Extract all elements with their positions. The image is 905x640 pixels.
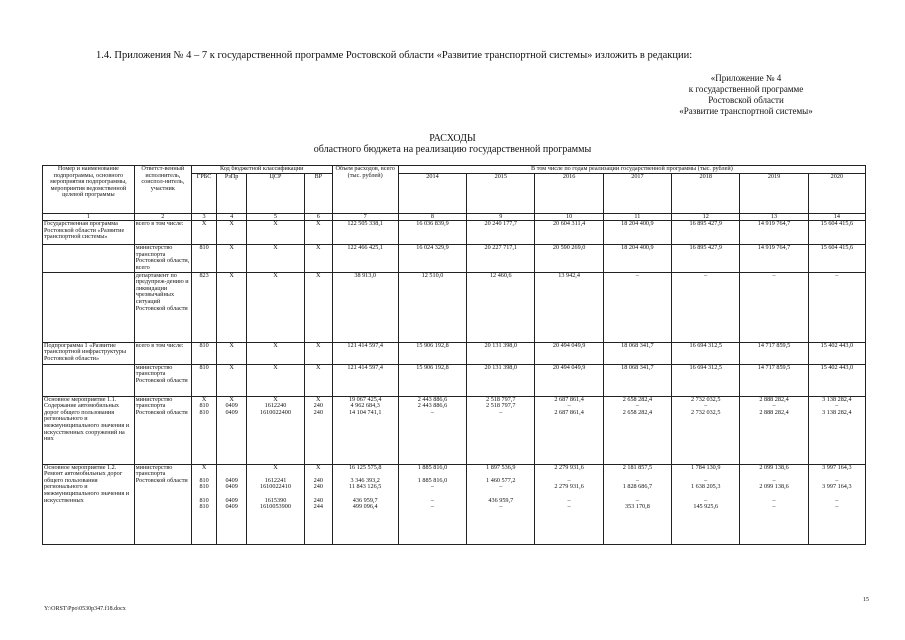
table-row	[43, 245, 866, 272]
cell-vr: X	[305, 272, 333, 342]
cell-volume: 16 125 575,8 3 346 393,2 11 843 126,5 436 959,7 499 096,4	[332, 464, 398, 544]
header-year: 2015	[467, 173, 535, 213]
col-num: 6	[305, 213, 333, 221]
cell-rzpr: X	[217, 221, 247, 245]
table-row	[43, 342, 866, 364]
cell-year-value: 15 402 443,0	[808, 342, 865, 364]
cell-year-value: 16 036 839,9	[398, 221, 466, 245]
document-title	[0, 133, 905, 155]
cell-name	[43, 245, 135, 272]
header-year: 2019	[740, 173, 808, 213]
cell-vr: X 240 240	[305, 396, 333, 464]
cell-year-value: 12 460,6	[467, 272, 535, 342]
cell-csr: X	[246, 245, 304, 272]
cell-volume: 121 414 597,4	[332, 342, 398, 364]
col-num: 12	[672, 213, 740, 221]
cell-year-value: 14 717 859,5	[740, 342, 808, 364]
table-row	[43, 221, 866, 245]
header-grbs: ГРБС	[191, 173, 216, 213]
header-csr: ЦСР	[246, 173, 304, 213]
cell-vr: X	[305, 245, 333, 272]
header-name: Номер и наименование подпрограммы, основного мероприятия подпрограммы, мероприятия ведомственной целевой программы	[43, 166, 135, 214]
header-year: 2020	[808, 173, 865, 213]
cell-year-value: 20 131 398,0	[467, 342, 535, 364]
cell-year-value: 20 131 398,0	[467, 364, 535, 396]
table-row	[43, 396, 866, 464]
intro-text: 1.4. Приложения № 4 – 7 к государственной программе Ростовской области «Развитие транспортной системы» изложить в редакции:	[96, 50, 693, 61]
col-num: 3	[191, 213, 216, 221]
cell-year-value: 3 997 164,3 – 3 997 164,3 – –	[808, 464, 865, 544]
cell-year-value: 20 227 717,1	[467, 245, 535, 272]
cell-name	[43, 272, 135, 342]
cell-volume: 19 067 425,4 4 962 684,3 14 104 741,1	[332, 396, 398, 464]
cell-year-value: 18 068 341,7	[603, 342, 671, 364]
col-num: 4	[217, 213, 247, 221]
cell-name: Подпрограмма 1 «Развитие транспортной инфраструктуры Ростовской области»	[43, 342, 135, 364]
cell-year-value: 16 895 427,9	[672, 245, 740, 272]
cell-year-value: –	[740, 272, 808, 342]
cell-year-value: 16 895 427,9	[672, 221, 740, 245]
subtitle: областного бюджета на реализацию государственной программы	[313, 144, 592, 155]
cell-volume: 122 505 338,1	[332, 221, 398, 245]
cell-vr: X	[305, 221, 333, 245]
cell-year-value: 16 694 312,5	[672, 342, 740, 364]
cell-volume: 121 414 597,4	[332, 364, 398, 396]
cell-year-value: 2 888 282,4 – 2 888 282,4	[740, 396, 808, 464]
appendix-line: Ростовской области	[708, 95, 784, 105]
cell-rzpr: X	[217, 364, 247, 396]
cell-csr: X 1612240 1610022400	[246, 396, 304, 464]
header-responsible: Ответст-венный исполнитель, соиспол-нитель, участник	[134, 166, 191, 214]
cell-year-value: 20 590 269,0	[535, 245, 603, 272]
cell-rzpr: X	[217, 245, 247, 272]
page-number: 15	[863, 597, 869, 603]
appendix-line: к государственной программе	[688, 84, 804, 94]
expenses-table	[42, 165, 866, 545]
cell-year-value: 12 510,0	[398, 272, 466, 342]
table-row	[43, 364, 866, 396]
cell-year-value: –	[603, 272, 671, 342]
cell-year-value: 1 897 536,9 1 460 577,2 – 436 959,7 –	[467, 464, 535, 544]
col-num: 2	[134, 213, 191, 221]
cell-year-value: 20 494 049,9	[535, 364, 603, 396]
cell-resp: министерство транспорта Ростовской области	[134, 364, 191, 396]
cell-year-value: 20 240 177,7	[467, 221, 535, 245]
cell-rzpr: X 0409 0409	[217, 396, 247, 464]
cell-resp: департамент по предупреж-дению и ликвидации чрезвычайных ситуаций Ростовской области	[134, 272, 191, 342]
cell-year-value: 18 204 400,9	[603, 245, 671, 272]
header-rzpr: РзПр	[217, 173, 247, 213]
cell-year-value: 2 099 138,6 – 2 099 138,6 – –	[740, 464, 808, 544]
cell-year-value: –	[808, 272, 865, 342]
file-path-footer: Y:\ORST\Ppo\0530p347.f18.docx	[44, 606, 126, 612]
cell-grbs: 810	[191, 364, 216, 396]
cell-year-value: 3 138 282,4 – 3 138 282,4	[808, 396, 865, 464]
cell-name: Основное мероприятие 1.2. Ремонт автомобильных дорог общего пользования регионального и межмуниципального значения и искусственных	[43, 464, 135, 544]
appendix-header	[631, 73, 861, 117]
cell-resp: министерство транспорта Ростовской области	[134, 464, 191, 544]
col-num: 8	[398, 213, 466, 221]
table-row	[43, 464, 866, 544]
header-kbk: Код бюджетной классификации	[191, 166, 332, 174]
cell-year-value: 15 906 192,8	[398, 364, 466, 396]
cell-csr: X	[246, 272, 304, 342]
cell-resp: всего в том числе:	[134, 342, 191, 364]
header-year: 2018	[672, 173, 740, 213]
cell-year-value: 16 024 329,9	[398, 245, 466, 272]
cell-volume: 38 913,0	[332, 272, 398, 342]
header-year: 2016	[535, 173, 603, 213]
cell-year-value: 15 604 415,6	[808, 221, 865, 245]
cell-grbs: 823	[191, 272, 216, 342]
cell-year-value: 15 604 415,6	[808, 245, 865, 272]
cell-csr: X	[246, 221, 304, 245]
cell-grbs: 810	[191, 245, 216, 272]
header-year: 2017	[603, 173, 671, 213]
cell-year-value: –	[672, 272, 740, 342]
cell-grbs: X 810 810	[191, 396, 216, 464]
header-vr: ВР	[305, 173, 333, 213]
cell-year-value: 2 658 282,4 – 2 658 282,4	[603, 396, 671, 464]
cell-rzpr: X	[217, 272, 247, 342]
cell-year-value: 20 494 049,9	[535, 342, 603, 364]
col-num: 9	[467, 213, 535, 221]
table-row	[43, 272, 866, 342]
cell-year-value: 20 604 311,4	[535, 221, 603, 245]
cell-rzpr: 0409 0409 0409 0409	[217, 464, 247, 544]
cell-year-value: 1 784 130,9 – 1 638 205,3 – 145 925,6	[672, 464, 740, 544]
col-num: 7	[332, 213, 398, 221]
col-num: 5	[246, 213, 304, 221]
cell-year-value: 2 181 857,5 – 1 828 686,7 – 353 170,8	[603, 464, 671, 544]
header-years-group: В том числе по годам реализации государственной программы (тыс. рублей)	[398, 166, 865, 174]
cell-year-value: 15 402 443,0	[808, 364, 865, 396]
cell-year-value: 14 919 764,7	[740, 245, 808, 272]
cell-year-value: 14 919 764,7	[740, 221, 808, 245]
cell-year-value: 18 204 400,9	[603, 221, 671, 245]
cell-vr: X 240 240 240 244	[305, 464, 333, 544]
col-num: 1	[43, 213, 135, 221]
cell-name	[43, 364, 135, 396]
col-num: 10	[535, 213, 603, 221]
cell-resp: министерство транспорта Ростовской области	[134, 396, 191, 464]
header-volume: Объем расходов, всего (тыс. рублей)	[332, 166, 398, 214]
appendix-line: «Приложение № 4	[710, 73, 782, 83]
cell-year-value: 13 942,4	[535, 272, 603, 342]
cell-year-value: 14 717 859,5	[740, 364, 808, 396]
cell-year-value: 2 518 797,7 2 518 797,7 –	[467, 396, 535, 464]
cell-year-value: 2 732 032,5 – 2 732 032,5	[672, 396, 740, 464]
cell-year-value: 18 068 341,7	[603, 364, 671, 396]
cell-grbs: X	[191, 221, 216, 245]
cell-csr: X	[246, 364, 304, 396]
cell-rzpr: X	[217, 342, 247, 364]
cell-year-value: 1 885 816,0 1 885 816,0 – – –	[398, 464, 466, 544]
cell-year-value: 2 443 886,6 2 443 886,6 –	[398, 396, 466, 464]
cell-name: Основное мероприятие 1.1. Содержание автомобильных дорог общего пользования регионального и межмуниципального значения и искусственных сооружений на них	[43, 396, 135, 464]
cell-grbs: X 810 810 810 810	[191, 464, 216, 544]
cell-volume: 122 466 425,1	[332, 245, 398, 272]
cell-grbs: 810	[191, 342, 216, 364]
cell-csr: X	[246, 342, 304, 364]
cell-csr: X 1612241 1610022410 1615390 1610053900	[246, 464, 304, 544]
cell-resp: министерство транспорта Ростовской области, всего	[134, 245, 191, 272]
cell-year-value: 2 279 931,6 – 2 279 931,6 – –	[535, 464, 603, 544]
title: РАСХОДЫ	[429, 133, 476, 144]
cell-name: Государственная программа Ростовской области «Развитие транспортной системы»	[43, 221, 135, 245]
cell-year-value: 2 687 861,4 – 2 687 861,4	[535, 396, 603, 464]
appendix-line: «Развитие транспортной системы»	[679, 106, 813, 116]
col-num: 11	[603, 213, 671, 221]
cell-year-value: 15 906 192,8	[398, 342, 466, 364]
col-num: 13	[740, 213, 808, 221]
cell-resp: всего в том числе:	[134, 221, 191, 245]
cell-vr: X	[305, 342, 333, 364]
cell-vr: X	[305, 364, 333, 396]
header-year: 2014	[398, 173, 466, 213]
col-num: 14	[808, 213, 865, 221]
cell-year-value: 16 694 312,5	[672, 364, 740, 396]
